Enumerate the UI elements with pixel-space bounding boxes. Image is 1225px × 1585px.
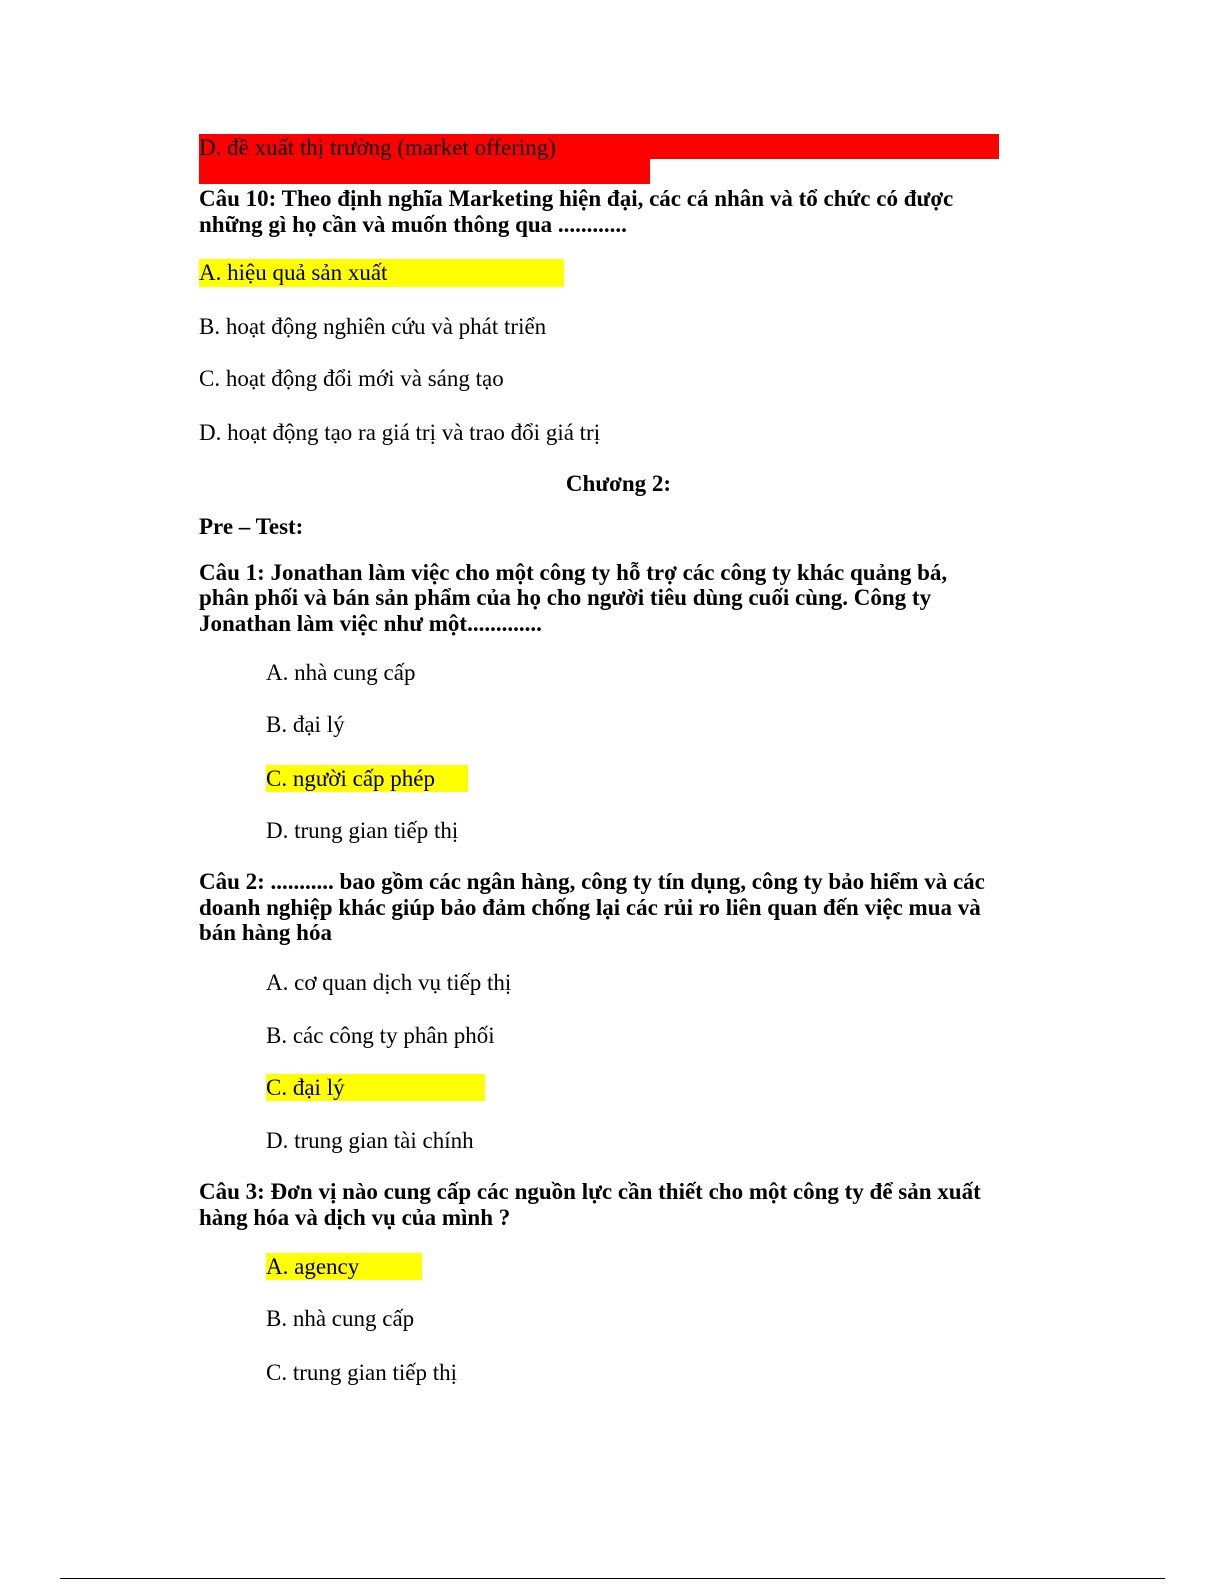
q3-option-c: C. trung gian tiếp thị bbox=[266, 1360, 458, 1385]
answer-highlight-red-tail bbox=[199, 159, 650, 184]
q10-option-d: D. hoạt động tạo ra giá trị và trao đổi giá trị bbox=[199, 420, 601, 445]
question-10-line2: những gì họ cần và muốn thông qua ............ bbox=[199, 212, 627, 237]
q1-option-c: C. người cấp phép bbox=[266, 766, 435, 791]
q1-option-a: A. nhà cung cấp bbox=[266, 660, 416, 685]
question-2-line3: bán hàng hóa bbox=[199, 920, 332, 945]
q10-option-c: C. hoạt động đổi mới và sáng tạo bbox=[199, 366, 504, 391]
q3-option-b: B. nhà cung cấp bbox=[266, 1306, 415, 1331]
question-2-line1: Câu 2: ........... bao gồm các ngân hàng, công ty tín dụng, công ty bảo hiểm và các bbox=[199, 869, 985, 894]
q3-option-a: A. agency bbox=[266, 1254, 360, 1279]
chapter-title: Chương 2: bbox=[565, 471, 672, 496]
question-1-line1: Câu 1: Jonathan làm việc cho một công ty hỗ trợ các công ty khác quảng bá, bbox=[199, 560, 948, 585]
question-10-line1: Câu 10: Theo định nghĩa Marketing hiện đại, các cá nhân và tổ chức có được bbox=[199, 186, 954, 211]
q2-option-a: A. cơ quan dịch vụ tiếp thị bbox=[266, 970, 512, 995]
question-1-line2: phân phối và bán sản phẩm của họ cho người tiêu dùng cuối cùng. Công ty bbox=[199, 585, 932, 610]
q2-option-b: B. các công ty phân phối bbox=[266, 1023, 495, 1048]
q10-option-a: A. hiệu quả sản xuất bbox=[199, 260, 388, 285]
question-1-line3: Jonathan làm việc như một............. bbox=[199, 611, 542, 636]
q1-option-d: D. trung gian tiếp thị bbox=[266, 818, 459, 843]
pretest-title: Pre – Test: bbox=[199, 514, 304, 539]
question-3-line1: Câu 3: Đơn vị nào cung cấp các nguồn lực cần thiết cho một công ty để sản xuất bbox=[199, 1179, 981, 1204]
q10-option-b: B. hoạt động nghiên cứu và phát triển bbox=[199, 314, 547, 339]
question-3-line2: hàng hóa và dịch vụ của mình ? bbox=[199, 1205, 511, 1230]
q1-option-b: B. đại lý bbox=[266, 712, 345, 737]
question-2-line2: doanh nghiệp khác giúp bảo đảm chống lại các rủi ro liên quan đến việc mua và bbox=[199, 895, 981, 920]
page-bottom-divider bbox=[60, 1578, 1165, 1579]
q2-option-c: C. đại lý bbox=[266, 1075, 345, 1100]
prev-option-d: D. đề xuất thị trường (market offering) bbox=[199, 135, 556, 160]
q2-option-d: D. trung gian tài chính bbox=[266, 1128, 474, 1153]
